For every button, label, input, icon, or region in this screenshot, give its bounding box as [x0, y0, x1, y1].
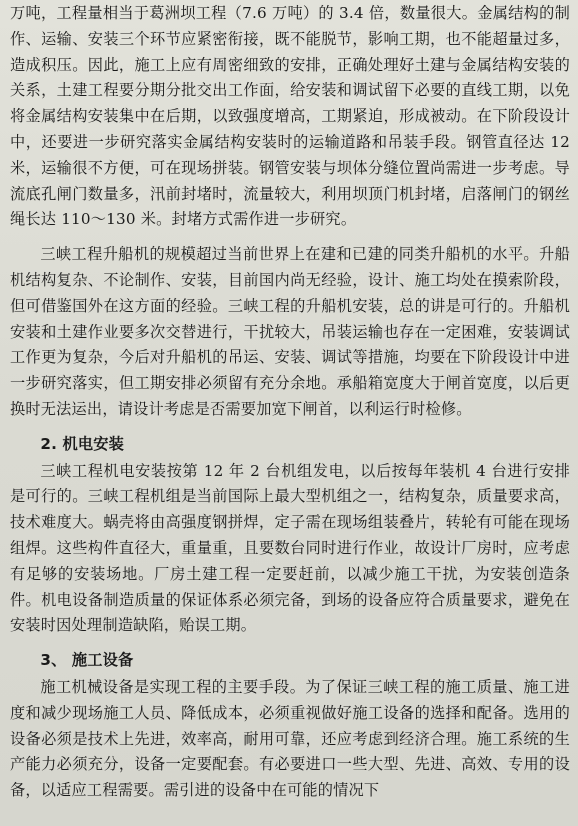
section-number: 3、	[40, 651, 67, 670]
section-number: 2.	[40, 434, 58, 453]
section-title: 机电安装	[62, 434, 125, 453]
paragraph-metal-structure: 万吨，工程量相当于葛洲坝工程（7.6 万吨）的 3.4 倍，数量很大。金属结构的制作、运输、安装三个环节应紧密衔接，既不能脱节，影响工期，也不能超量过多，造成积压。因此，施工上应有周密细致的安排，正确处理好土建与金属结构安装的关系，土建工程要分期分批交出工作面，给安装和调试留下必要的直线工期，以免将金属结构安装集中在后期，以致强度增高，工期紧迫，形成被动。在下阶段设计中，还要进一步研究落实金属结构安装时的运输道路和吊装手段。钢管直径达 12 米，运输很不方便，可在现场拼装。钢管安装与坝体分缝位置尚需进一步考虑。导流底孔闸门数量多，汛前封堵时，流量较大，利用坝顶门机封堵，启落闸门的钢丝绳长达 110～130 米。封堵方式需作进一步研究。	[10, 4, 570, 229]
paragraph-construction-equipment: 施工机械设备是实现工程的主要手段。为了保证三峡工程的施工质量、施工进度和减少现场施工人员、降低成本，必须重视做好施工设备的选择和配备。选用的设备必须是技术上先进，效率高，耐用可靠，还应考虑到经济合理。施工系统的生产能力必须充分，设备一定要配套。有必要进口一些大型、先进、高效、专用的设备，以适应工程需要。需引进的设备中在可能的情况下	[10, 677, 570, 800]
section-title: 施工设备	[71, 651, 134, 670]
section-heading-construction-equipment	[10, 648, 570, 674]
paragraph-electromechanical: 三峡工程机电安装按第 12 年 2 台机组发电，以后按每年装机 4 台进行安排是可行的。三峡工程机组是当前国际上最大型机组之一，结构复杂，质量要求高，技术难度大。蜗壳将由高强度钢拼焊，定子需在现场组装叠片，转轮有可能在现场组焊。这些构件直径大，重量重，且要数台同时进行作业，故设计厂房时，应考虑有足够的安装场地。厂房土建工程一定要赶前，以减少施工干扰，为安装创造条件。机电设备制造质量的保证体系必须完备，到场的设备应符合质量要求，避免在安装时因处理制造缺陷，贻误工期。	[10, 461, 570, 635]
document-body	[10, 1, 570, 804]
paragraph-ship-lift: 三峡工程升船机的规模超过当前世界上在建和已建的同类升船机的水平。升船机结构复杂、不论制作、安装，目前国内尚无经验，设计、施工均处在摸索阶段，但可借鉴国外在这方面的经验。三峡工程的升船机安装，总的讲是可行的。升船机安装和土建作业要多次交替进行，干扰较大，吊装运输也存在一定困难，安装调试工作更为复杂，今后对升船机的吊运、安装、调试等措施，均要在下阶段设计中进一步研究落实，但工期安排必须留有充分余地。承船箱宽度大于闸首宽度，以后更换时无法运出，请设计考虑是否需要加宽下闸首，以利运行时检修。	[10, 245, 570, 418]
section-heading-electromechanical	[10, 432, 570, 458]
